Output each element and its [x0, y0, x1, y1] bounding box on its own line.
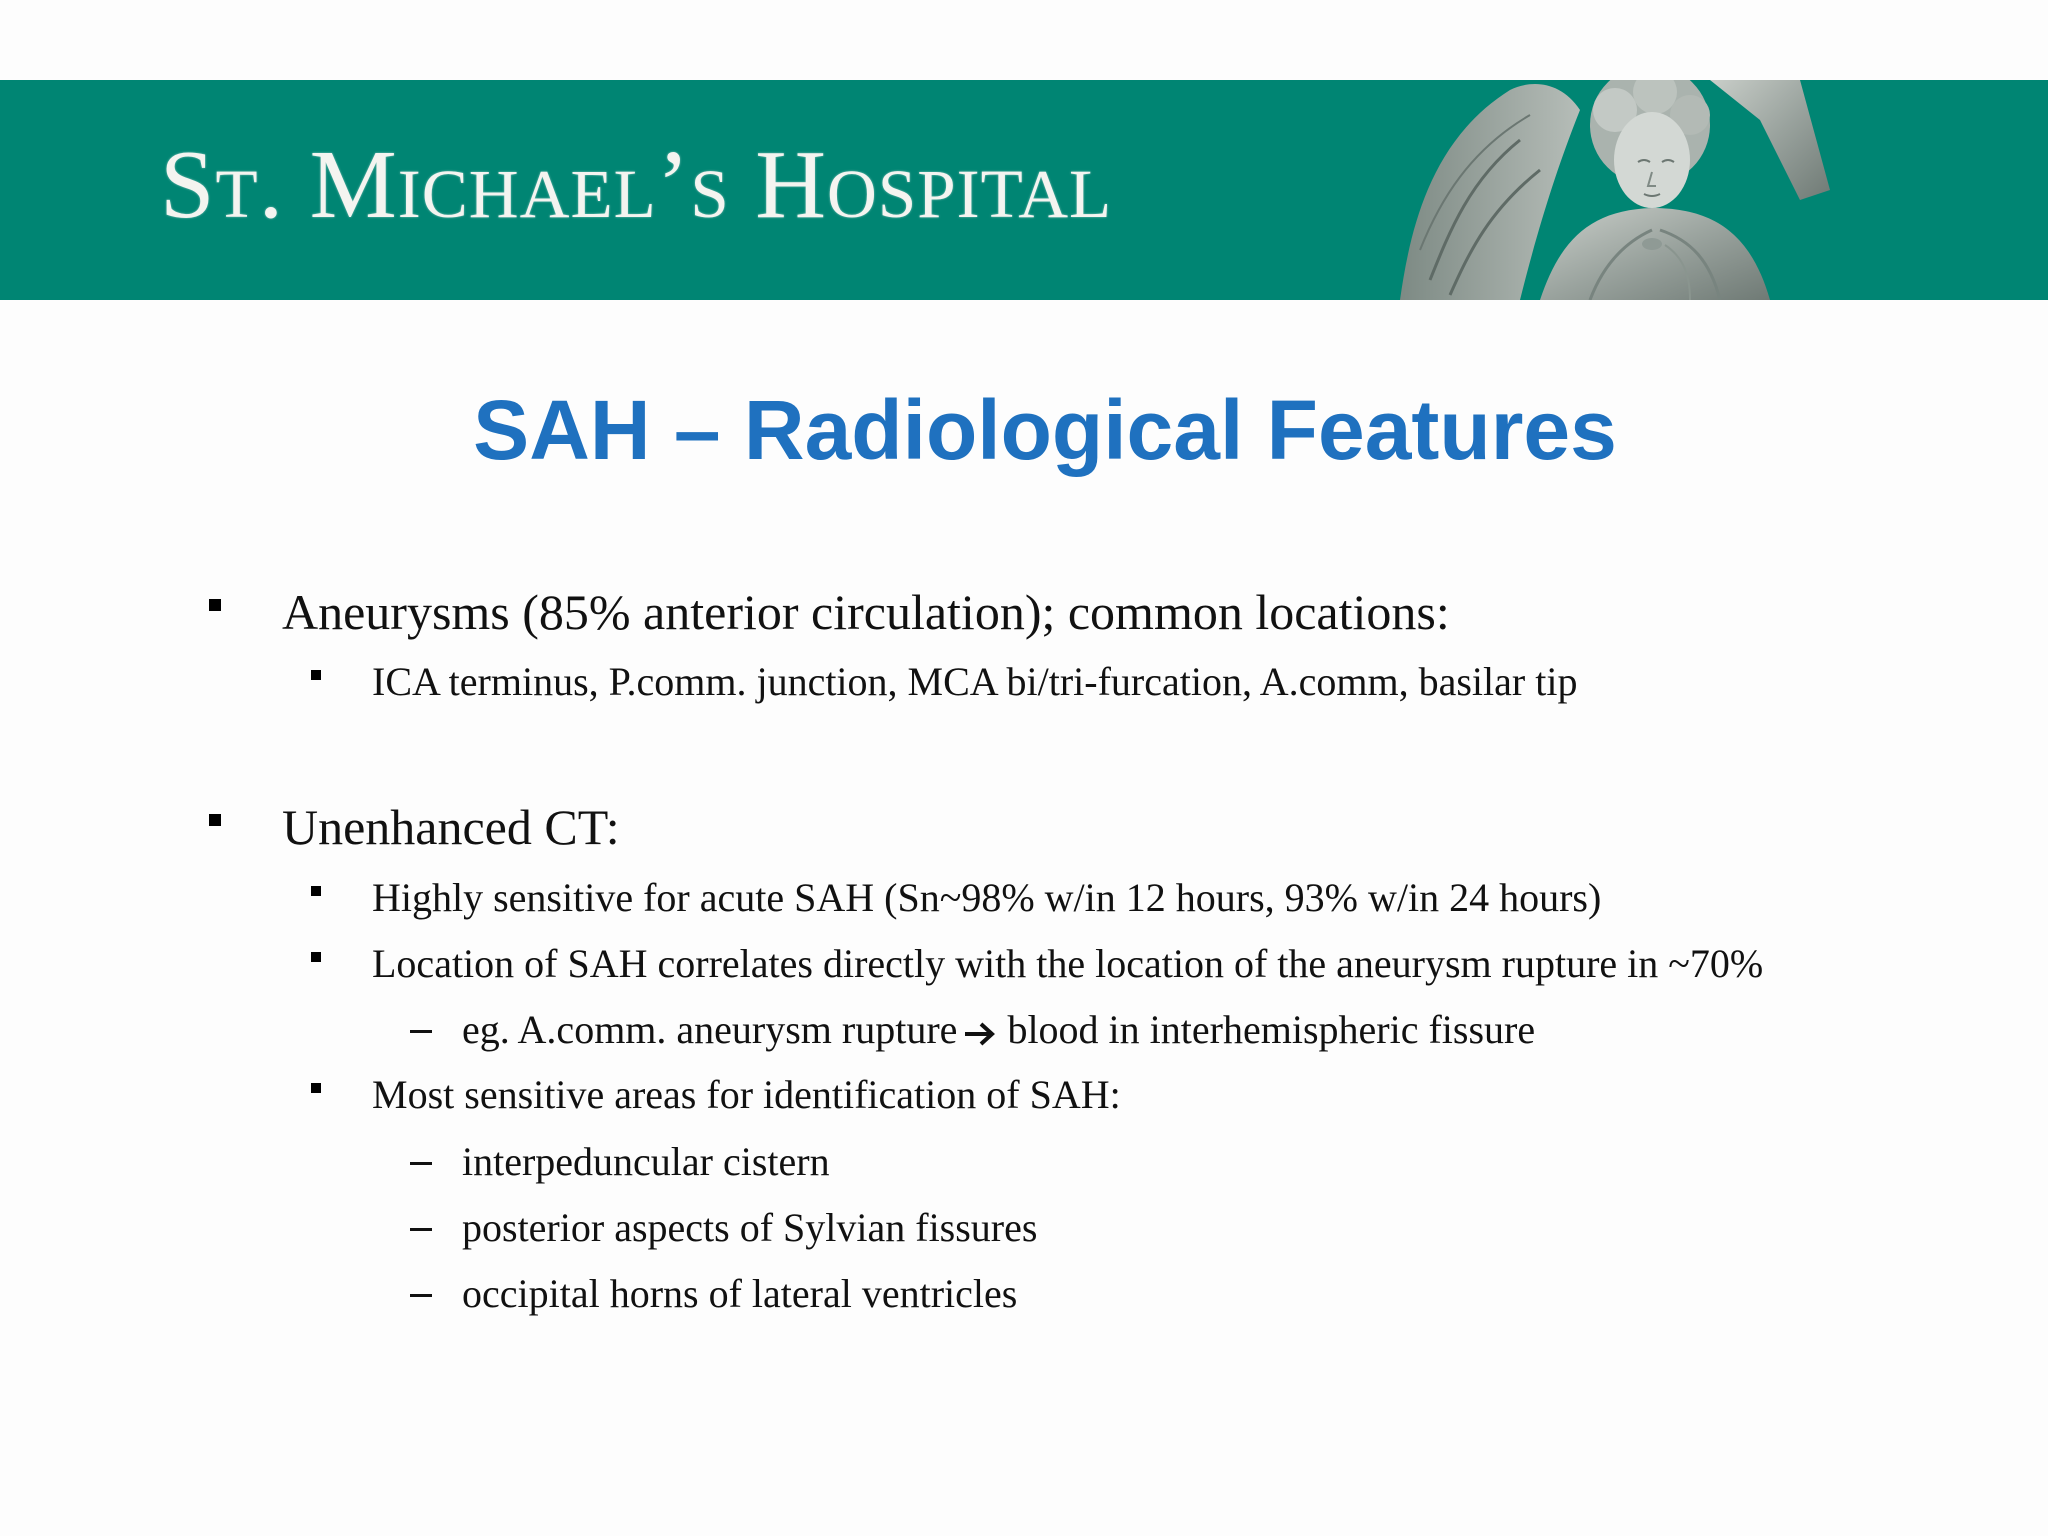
sub-bullet-marker	[311, 670, 321, 680]
sub-bullet-location: Location of SAH correlates directly with the location of the aneurysm rupture in ~70%	[372, 941, 1764, 986]
bullet-unenhanced-ct: Unenhanced CT:	[282, 799, 620, 855]
area-interpeduncular: interpeduncular cistern	[462, 1139, 830, 1184]
dash-marker	[410, 1162, 432, 1165]
arrow-right-icon	[963, 1019, 997, 1049]
sub-bullet-sensitivity: Highly sensitive for acute SAH (Sn~98% w/in 12 hours, 93% w/in 24 hours)	[372, 875, 1602, 920]
sub-bullet-locations: ICA terminus, P.comm. junction, MCA bi/tri-furcation, A.comm, basilar tip	[372, 659, 1578, 704]
hospital-name: St. Michael’s Hospital	[160, 131, 1113, 239]
bullet-marker	[209, 814, 221, 826]
bullet-marker	[209, 599, 221, 611]
area-occipital-horns: occipital horns of lateral ventricles	[462, 1271, 1018, 1316]
example-before: eg. A.comm. aneurysm rupture	[462, 1007, 958, 1052]
bullet-aneurysms: Aneurysms (85% anterior circulation); common locations:	[282, 584, 1450, 640]
sub-bullet-marker	[311, 1083, 321, 1093]
slide-title: SAH – Radiological Features	[473, 383, 1617, 477]
sub-bullet-marker	[311, 952, 321, 962]
example-after: blood in interhemispheric fissure	[1007, 1007, 1536, 1052]
sub-sub-bullet-example	[462, 1007, 1536, 1052]
sub-bullet-marker	[311, 886, 321, 896]
dash-marker	[410, 1228, 432, 1231]
area-sylvian: posterior aspects of Sylvian fissures	[462, 1205, 1038, 1250]
dash-marker	[410, 1294, 432, 1297]
sub-bullet-sensitive-areas: Most sensitive areas for identification of SAH:	[372, 1072, 1121, 1117]
dash-marker	[410, 1030, 432, 1033]
